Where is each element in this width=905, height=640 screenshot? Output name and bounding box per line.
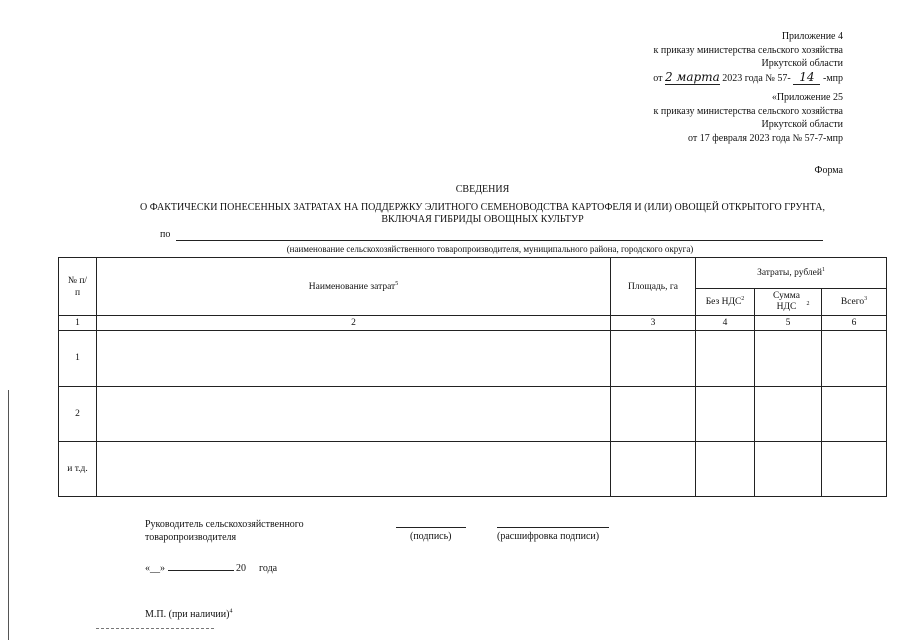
decode-line (497, 527, 609, 528)
appendix-4-date: от 2 марта 2023 года № 57- 14 -мпр (653, 69, 843, 84)
cell-without-vat[interactable] (696, 331, 755, 386)
column-number: 5 (755, 316, 822, 331)
header-costs: Затраты, рублей$^1$ (696, 258, 887, 289)
footnote-separator (96, 628, 214, 629)
cell-area[interactable] (611, 441, 696, 496)
cell-vat-amount[interactable] (755, 441, 822, 496)
stamp-label: М.П. (при наличии)$^4$ (145, 608, 233, 620)
form-label: Форма (814, 165, 843, 176)
document-subtitle-line2: ВКЛЮЧАЯ ГИБРИДЫ ОВОЩНЫХ КУЛЬТУР (381, 214, 584, 225)
appendix-4-region: Иркутской области (761, 58, 843, 69)
header-cost-name: Наименование затрат$^5$ (97, 258, 611, 316)
cell-area[interactable] (611, 331, 696, 386)
cell-without-vat[interactable] (696, 386, 755, 441)
header-vat-amount: Сумма НДС $^2$ (755, 289, 822, 316)
appendix-25-date: от 17 февраля 2023 года № 57-7-мпр (688, 132, 843, 144)
head-title: Руководитель сельскохозяйственного товаропроизводителя (145, 519, 304, 543)
header-area: Площадь, га (611, 258, 696, 316)
decode-caption: (расшифровка подписи) (497, 531, 600, 542)
recipient-prefix: по (160, 229, 171, 240)
column-number: 2 (97, 316, 611, 331)
signature-caption: (подпись) (410, 531, 452, 542)
table-row (59, 386, 887, 441)
column-numbering-row (59, 316, 887, 331)
recipient-line (176, 240, 823, 241)
cell-without-vat[interactable] (696, 441, 755, 496)
date-month-blank (168, 561, 234, 571)
cell-cost-name[interactable] (97, 331, 611, 386)
header-without-vat: Без НДС$^2$ (696, 289, 755, 316)
signature-line (396, 527, 466, 528)
header-total: Всего$^3$ (822, 289, 887, 316)
handwritten-date: 2 марта (664, 69, 720, 84)
document-title: СВЕДЕНИЯ (455, 184, 510, 195)
cell-total[interactable] (822, 331, 887, 386)
row-number: 1 (59, 331, 97, 386)
table-row (59, 331, 887, 386)
recipient-caption: (наименование сельскохозяйственного товаропроизводителя, муниципального района, городского округа) (286, 244, 694, 254)
column-number: 4 (696, 316, 755, 331)
appendix-4-order: к приказу министерства сельского хозяйства (653, 44, 843, 56)
row-number: 2 (59, 386, 97, 441)
appendix-25-title: «Приложение 25 (771, 92, 843, 103)
table-row (59, 441, 887, 496)
cell-cost-name[interactable] (97, 441, 611, 496)
cell-vat-amount[interactable] (755, 386, 822, 441)
appendix-25-order: к приказу министерства сельского хозяйства (653, 105, 843, 117)
cell-total[interactable] (822, 386, 887, 441)
cell-cost-name[interactable] (97, 386, 611, 441)
appendix-4-block (653, 30, 843, 85)
header-number: № п/п (59, 258, 97, 316)
column-number: 1 (59, 316, 97, 331)
costs-table (58, 257, 887, 497)
left-margin-line (8, 390, 9, 640)
appendix-25-region: Иркутской области (761, 119, 843, 130)
date-line: «__» 20 года (145, 563, 278, 574)
handwritten-number: 14 (793, 70, 820, 85)
appendix-25-block (654, 91, 843, 145)
appendix-4-title: Приложение 4 (781, 31, 843, 42)
cell-area[interactable] (611, 386, 696, 441)
document-subtitle-line1: О ФАКТИЧЕСКИ ПОНЕСЕННЫХ ЗАТРАТАХ НА ПОДДЕРЖКУ ЭЛИТНОГО СЕМЕНОВОДСТВА КАРТОФЕЛЯ И (ИЛИ) ОВОЩЕЙ ОТКРЫТОГО ГРУНТА, (140, 202, 825, 213)
cell-vat-amount[interactable] (755, 331, 822, 386)
column-number: 6 (822, 316, 887, 331)
cell-total[interactable] (822, 441, 887, 496)
row-number: и т.д. (59, 441, 97, 496)
column-number: 3 (611, 316, 696, 331)
